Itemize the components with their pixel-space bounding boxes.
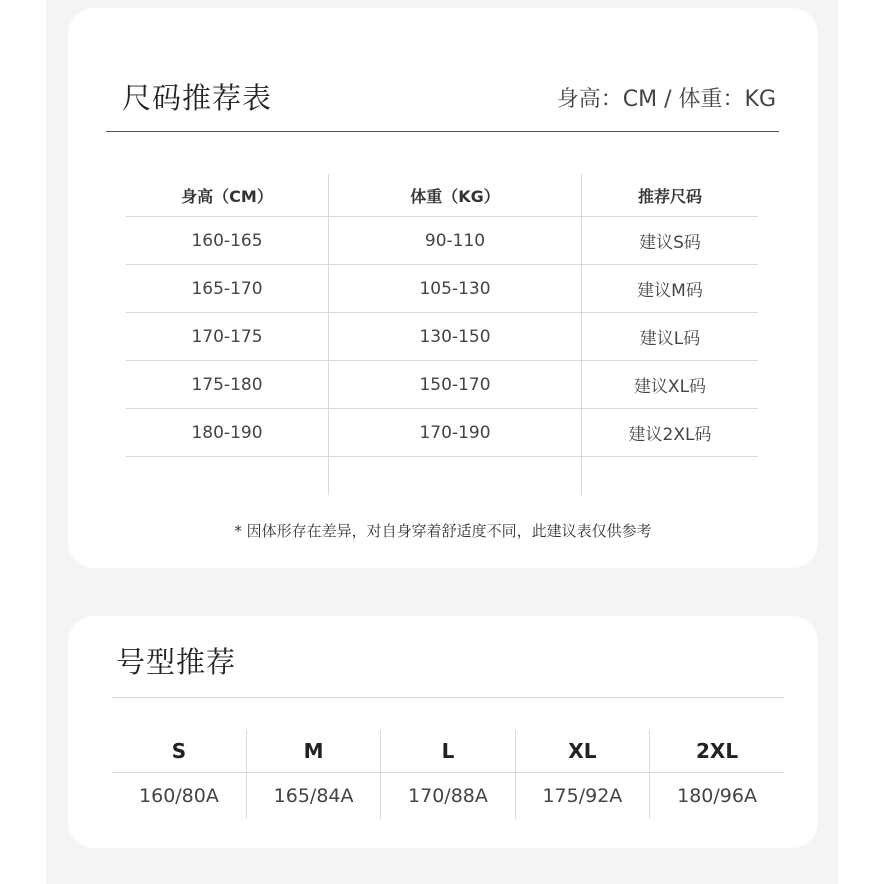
height-cell: 180-190 [126, 409, 329, 457]
size-cell: 建议L码 [582, 313, 759, 361]
size-header-2xl: 2XL [650, 730, 784, 773]
size-cell: 建议S码 [582, 217, 759, 265]
model-cell-m: 165/84A [246, 773, 380, 820]
height-cell: 175-180 [126, 361, 329, 409]
weight-cell: 90-110 [329, 217, 582, 265]
height-cell: 160-165 [126, 217, 329, 265]
title-divider [106, 131, 779, 132]
model-table [112, 730, 784, 819]
size-cell: 建议2XL码 [582, 409, 759, 457]
model-cell-xl: 175/92A [515, 773, 649, 820]
model-cell-2xl: 180/96A [650, 773, 784, 820]
model-cell-s: 160/80A [139, 785, 219, 807]
table-row [126, 217, 758, 265]
size-header-m: M [246, 730, 380, 773]
table-row [126, 361, 758, 409]
table-row [126, 313, 758, 361]
height-cell: 165-170 [126, 265, 329, 313]
table-row [126, 409, 758, 457]
model-row [112, 773, 784, 820]
model-recommendation-card [68, 616, 818, 848]
weight-cell: 170-190 [329, 409, 582, 457]
empty-cell [582, 457, 759, 496]
column-header-weight: 体重（KG） [329, 174, 582, 217]
size-cell: 建议XL码 [582, 361, 759, 409]
title-divider [112, 697, 784, 698]
disclaimer-note: * 因体形存在差异，对自身穿着舒适度不同，此建议表仅供参考 [234, 522, 652, 540]
weight-cell: 130-150 [329, 313, 582, 361]
size-recommendation-card [68, 8, 818, 568]
table-empty-row [126, 457, 758, 496]
weight-cell: 105-130 [329, 265, 582, 313]
table-header-row [126, 174, 758, 217]
size-header-l: L [381, 730, 515, 773]
size-chart-title: 尺码推荐表 [122, 81, 273, 115]
model-cell-l: 170/88A [381, 773, 515, 820]
column-header-height: 身高（CM） [126, 174, 329, 217]
size-header-row [112, 730, 784, 773]
units-label: 身高：CM / 体重：KG [556, 87, 776, 112]
model-chart-title: 号型推荐 [116, 645, 237, 679]
size-header-xl: XL [515, 730, 649, 773]
column-header-size: 推荐尺码 [582, 174, 759, 217]
table-row [126, 265, 758, 313]
size-cell: 建议M码 [582, 265, 759, 313]
empty-cell [126, 457, 329, 496]
size-table [126, 174, 758, 495]
size-header-s: S [112, 730, 246, 773]
height-cell: 170-175 [126, 313, 329, 361]
weight-cell: 150-170 [329, 361, 582, 409]
empty-cell [329, 457, 582, 496]
